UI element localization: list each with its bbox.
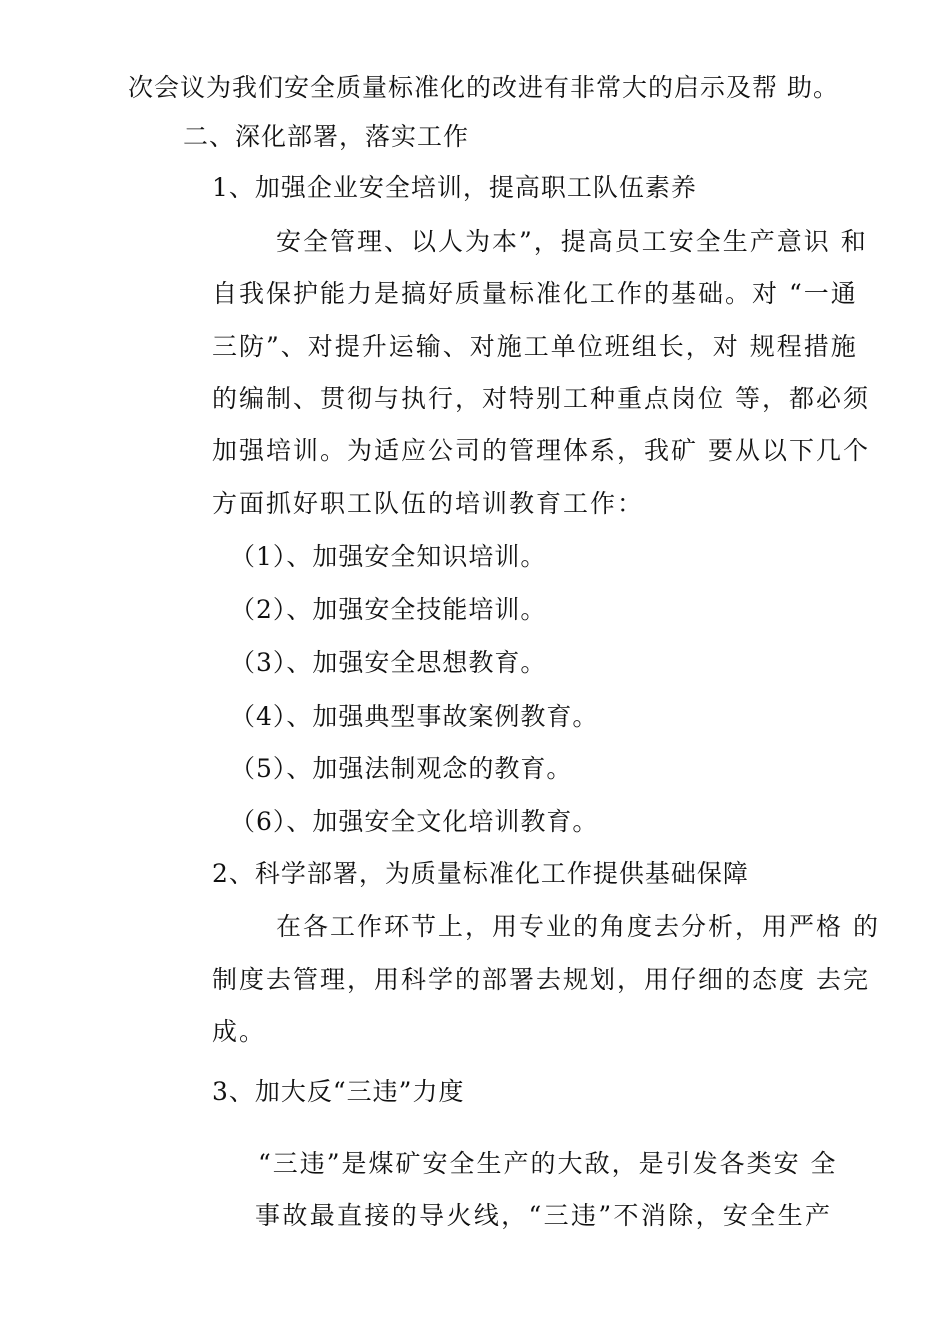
list-item: （4）、加强典型事故案例教育。 bbox=[230, 702, 599, 731]
paragraph-line: 制度去管理，用科学的部署去规划，用仔细的态度 去完 bbox=[212, 965, 870, 994]
paragraph-line: 成。 bbox=[212, 1017, 267, 1046]
paragraph-continuation-line: 次会议为我们安全质量标准化的改进有非常大的启示及帮 助。 bbox=[128, 73, 839, 102]
paragraph-line: 事故最直接的导火线，“三违”不消除，安全生产 bbox=[255, 1201, 832, 1230]
list-item: （3）、加强安全思想教育。 bbox=[230, 648, 547, 677]
paragraph-line: 的编制、贯彻与执行，对特别工种重点岗位 等，都必须 bbox=[212, 384, 870, 413]
subsection-heading-2: 2、科学部署，为质量标准化工作提供基础保障 bbox=[212, 859, 749, 888]
paragraph-line: “三违”是煤矿安全生产的大敌，是引发各类安 全 bbox=[258, 1149, 838, 1178]
paragraph-line: 方面抓好职工队伍的培训教育工作： bbox=[212, 489, 645, 518]
subsection-heading-1: 1、加强企业安全培训，提高职工队伍素养 bbox=[212, 173, 697, 202]
paragraph-line: 加强培训。为适应公司的管理体系，我矿 要从以下几个 bbox=[212, 436, 870, 465]
paragraph-line: 安全管理、以人为本”，提高员工安全生产意识 和 bbox=[276, 227, 868, 256]
paragraph-line: 三防”、对提升运输、对施工单位班组长，对 规程措施 bbox=[212, 332, 858, 361]
subsection-heading-3: 3、加大反“三违”力度 bbox=[212, 1077, 465, 1106]
list-item: （5）、加强法制观念的教育。 bbox=[230, 754, 573, 783]
paragraph-line: 自我保护能力是搞好质量标准化工作的基础。对 “一通 bbox=[212, 279, 858, 308]
paragraph-line: 在各工作环节上，用专业的角度去分析，用严格 的 bbox=[276, 912, 880, 941]
list-item: （2）、加强安全技能培训。 bbox=[230, 595, 547, 624]
list-item: （6）、加强安全文化培训教育。 bbox=[230, 807, 599, 836]
list-item: （1）、加强安全知识培训。 bbox=[230, 542, 547, 571]
section-heading-2: 二、深化部署，落实工作 bbox=[183, 122, 470, 151]
